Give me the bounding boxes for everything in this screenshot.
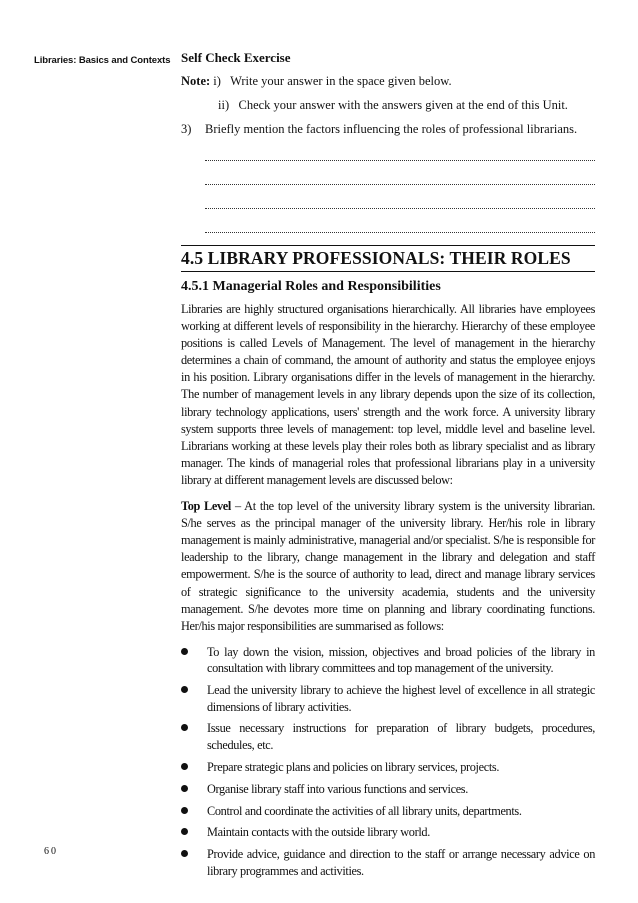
- list-item-text: Lead the university library to achieve the highest level of excellence in all strategic dimensions of library activities.: [207, 683, 595, 714]
- running-header: Libraries: Basics and Contexts: [34, 55, 171, 66]
- answer-line[interactable]: [205, 169, 595, 193]
- question-number: 3): [181, 122, 192, 136]
- list-item-text: Provide advice, guidance and direction to the staff or arrange necessary advice on library programmes and activities.: [207, 847, 595, 878]
- list-item-text: Prepare strategic plans and policies on library services, projects.: [207, 759, 500, 774]
- list-item-text: Issue necessary instructions for preparation of library budgets, procedures, schedules, etc.: [207, 721, 595, 752]
- list-item: [181, 644, 595, 677]
- bullet-icon: [181, 850, 188, 857]
- bullet-icon: [181, 785, 188, 792]
- note-i-marker: i): [213, 74, 221, 88]
- bullet-icon: [181, 648, 188, 655]
- answer-line[interactable]: [205, 145, 595, 169]
- note-label: Note:: [181, 74, 211, 88]
- list-item-text: Control and coordinate the activities of all library units, departments.: [207, 803, 522, 818]
- note-i-text: Write your answer in the space given below.: [230, 74, 452, 88]
- list-item: [181, 682, 595, 715]
- list-item-text: Organise library staff into various functions and services.: [207, 781, 468, 796]
- page-number: 60: [44, 846, 58, 857]
- bullet-icon: [181, 828, 188, 835]
- note-ii-text: Check your answer with the answers given at the end of this Unit.: [238, 98, 568, 112]
- section-rule-bottom: [181, 271, 595, 272]
- note-ii-marker: ii): [218, 98, 230, 112]
- top-level-label: Top Level: [181, 499, 231, 514]
- question-3: [181, 122, 595, 137]
- responsibilities-list: [181, 644, 595, 879]
- list-item: [181, 781, 595, 797]
- note-line-i: [181, 74, 595, 89]
- answer-line[interactable]: [205, 193, 595, 217]
- answer-line[interactable]: [205, 217, 595, 241]
- subsection-heading: 4.5.1 Managerial Roles and Responsibilities: [181, 279, 441, 294]
- bullet-icon: [181, 686, 188, 693]
- section-heading: 4.5 LIBRARY PROFESSIONALS: THEIR ROLES: [181, 248, 571, 268]
- main-content: [181, 50, 595, 885]
- section-rule-top: [181, 245, 595, 246]
- list-item-text: Maintain contacts with the outside library world.: [207, 825, 430, 840]
- bullet-icon: [181, 724, 188, 731]
- list-item: [181, 720, 595, 753]
- bullet-icon: [181, 807, 188, 814]
- question-text: Briefly mention the factors influencing the roles of professional librarians.: [205, 122, 578, 136]
- note-line-ii: [181, 98, 595, 113]
- top-level-text: – At the top level of the university library system is the university librarian. S/he serves as the principal manager of the university library. Her/his role in library management is mainly administrative, managerial and/or specialist. S/he is responsible for leadership to the library, change management in the library and delegation and staff empowerment. S/he is the source of authority to lead, direct and manage library services of strategic significance to the university academia, students and the university management. S/he devotes more time on planning and library coordinating functions. Her/his major responsibilities are summarised as follows:: [181, 499, 595, 633]
- bullet-icon: [181, 763, 188, 770]
- list-item: [181, 759, 595, 775]
- list-item: [181, 846, 595, 879]
- exercise-title: Self Check Exercise: [181, 50, 291, 65]
- intro-paragraph: Libraries are highly structured organisations hierarchically. All libraries have employees working at different levels of responsibility in the hierarchy. Hierarchy of these employee positions is called Levels of Management. The level of management in the hierarchy determines a chain of command, the amount of authority and status the employee enjoys in his position. Library organisations differ in the levels of management in the hierarchy. The number of management levels in any library depends upon the size of its collection, library technology applications, users' strength and the work force. A university library system supports three levels of management: top level, middle level and baseline level. Librarians working at these levels play their roles both as library specialist and as library manager. The kinds of managerial roles that professional librarians play in a university library at different management levels are discussed below:: [181, 302, 595, 487]
- list-item: [181, 803, 595, 819]
- list-item: [181, 824, 595, 840]
- list-item-text: To lay down the vision, mission, objectives and broad policies of the library in consultation with library committees and top management of the university.: [207, 644, 595, 676]
- top-level-paragraph: [181, 498, 595, 635]
